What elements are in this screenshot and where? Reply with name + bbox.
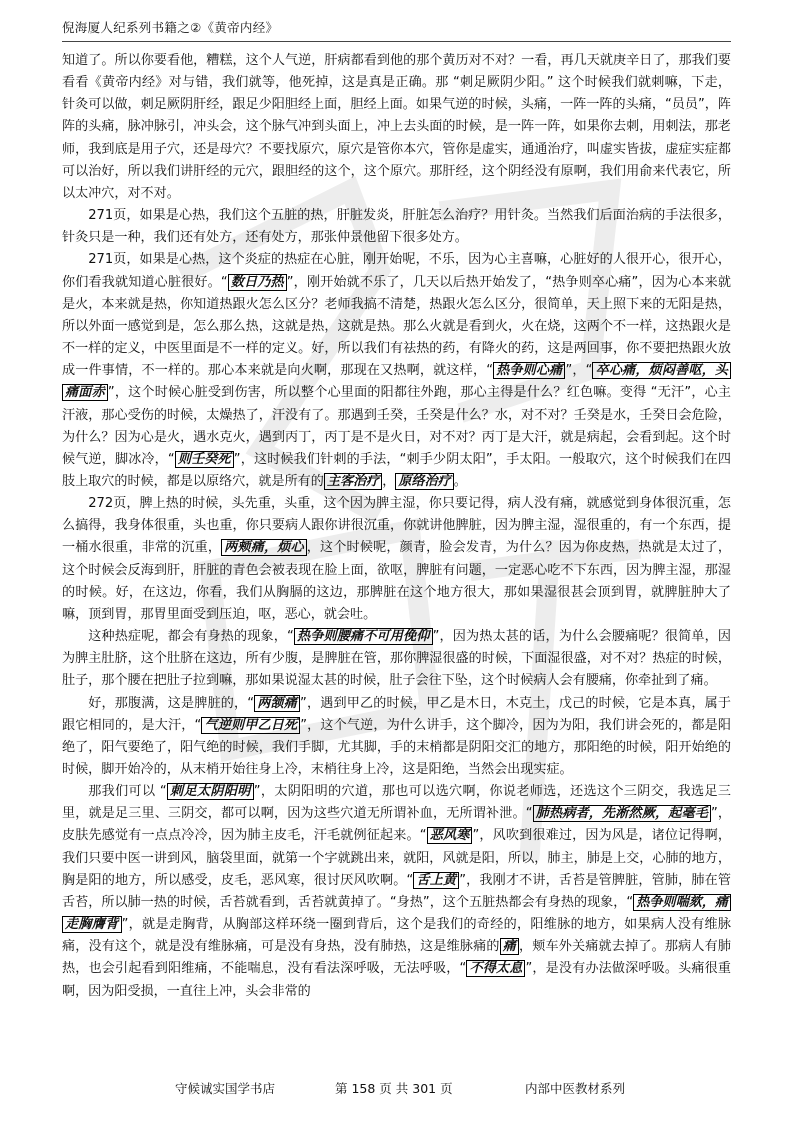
text-run: ”，刚开始就不乐了，几天以后热开始发了，“热争则卒心痛”，因为心本来就是火，本来就是热，你知道热跟火怎么区分？老师我搞不清楚，热跟火怎么区分，很简单，天上照下来的无阳是热，所以外面一感觉到是，怎么那么热，这就是热，这就是热。那么火就是看到火，火在烧，这两个不一样，这热跟火是不一样的定义，中医里面是不一样的定义。好，所以我们有祛热的药，有降火的药，这是两回事，你不要把热跟火放成一件事情，不一样的。那心本来就是向火啊，那现在又热啊，就这样，“ [62, 274, 731, 379]
text-run: 。 [453, 473, 467, 489]
highlighted-phrase: 主客治疗 [324, 473, 382, 490]
highlighted-phrase: 两颊痛，烦心 [221, 539, 307, 556]
highlighted-phrase: 热争则喘欬，痛走胸膺背 [62, 894, 731, 933]
text-run: ”，遇到甲乙的时候，甲乙是木日，木克土，戊己的时候，它是本真，属于跟它相同的，是大汗，“ [62, 695, 731, 733]
highlighted-phrase: 数日乃热 [228, 274, 287, 291]
highlighted-phrase: 痛 [500, 938, 519, 955]
highlighted-phrase: 则壬癸死 [175, 451, 234, 468]
text-run: ”，皮肤先感觉有一点点冷冷，因为肺主皮毛，汗毛就例征起来。“ [62, 806, 731, 844]
highlighted-phrase: 刺足太阴阳明 [167, 783, 254, 800]
running-header [62, 18, 731, 42]
text-run: ”，“ [565, 363, 593, 379]
text-run: ”，这时候我们针刺的手法，“刺手少阴太阳”，手太阳。一般取穴，这个时候我们在四肢上取穴的时候，都是以原络穴，就是所有的 [62, 451, 731, 489]
paragraph [62, 781, 731, 1003]
highlighted-phrase: 不得太息 [466, 960, 525, 977]
text-run: ”，这个气逆，为什么讲手，这个脚冷，因为为阳，我们讲会死的，都是阳绝了，阳气要绝了，阳气绝的时候，我们手脚，尤其脚，手的末梢都是阴阳交汇的地方，那阳绝的时候，阳开始绝的时候，脚开始冷的，从末梢开始往身上冷，末梢往身上冷，这是阳绝，当然会出现实症。 [62, 717, 731, 777]
text-run: 那我们可以 “ [88, 784, 167, 800]
highlighted-phrase: 两颔痛 [254, 695, 300, 712]
footer-bookstore: 守候诚实国学书店 [175, 1081, 276, 1096]
text-run: ， [382, 473, 396, 489]
highlighted-phrase: 恶风寒 [427, 827, 473, 844]
highlighted-phrase: 原络治疗 [395, 473, 453, 490]
highlighted-phrase: 舌上黄 [413, 872, 459, 889]
footer-page-number: 第 158 页 共 301 页 [335, 1081, 453, 1096]
highlighted-phrase: 热争则心痛 [493, 362, 565, 379]
text-run: ”，是没有办法做深呼吸。头痛很重啊，因为阳受损，一直往上冲，头会非常的 [62, 961, 731, 999]
text-run: ”，太阴阳明的穴道，那也可以选穴啊，你说老师选，还选这个三阴交，我选足三里，就是足三里、三阴交，都可以啊，因为这些穴道无所谓补血，无所谓补泄。“ [62, 784, 731, 822]
page-body [62, 50, 731, 1003]
highlighted-phrase: 气逆则甲乙日死 [201, 717, 300, 734]
text-run: 好，那腹满，这是脾脏的，“ [88, 695, 255, 711]
paragraph [62, 205, 731, 249]
paragraph [62, 493, 731, 626]
highlighted-phrase: 卒心痛，烦闷善呕，头痛面赤 [62, 362, 731, 401]
text-run: 272页，脾上热的时候，头先重，头重，这个因为脾主湿，你只要记得，病人没有痛，就感觉到身体很沉重，怎么搞得，我身体很重，头也重，你只要病人跟你讲很沉重，你就讲他脾脏，因为脾主湿，湿很重的，有一个东西，提一桶水很重，非常的沉重， [62, 496, 731, 556]
text-run: ”，风吹到很难过，因为风是，诸位记得啊，我们只要中医一讲到风，脑袋里面，就第一个字就跳出来，就阳，风就是阳，所以，肺主，肺是上交，心肺的地方，胸是阳的地方，所以感受，皮毛，恶风寒，很讨厌风吹啊。“ [62, 828, 731, 888]
footer-series: 内部中医教材系列 [525, 1081, 626, 1096]
highlighted-phrase: 热争则腰痛不可用俛仰 [294, 628, 433, 645]
text-run: ”，就是走胸背，从胸部这样环绕一圈到背后，这个是我们的奇经的，阳维脉的地方，如果病人没有维脉痛，没有这个，就是没有维脉痛，可是没有身热，没有肺热，这是维脉痛的 [62, 917, 731, 955]
text-run: ”，因为热太甚的话，为什么会腰痛呢？很简单，因为脾主肚脐，这个肚脐在这边，所有少腹，是脾脏在管，那你脾湿很盛的时候，下面湿很盛，对不对？热症的时候，肚子，那个腰在把肚子拉到嘛，那如果说湿太甚的时候，肚子会往下坠，这个时候病人会有腰痛，你牵扯到了痛。 [62, 629, 731, 689]
highlighted-phrase: 肺热病者，先淅然厥，起毫毛 [533, 805, 711, 822]
book-title: 倪海厦人纪系列书籍之②《黄帝内经》 [62, 20, 279, 35]
text-run: ”，这个时候心脏受到伤害，所以整个心里面的阳都往外跑，那心主得是什么？红色嘛。变得 “无汗”，心主汗液，那心受伤的时候，太燥热了，汗没有了。那遇到壬癸，壬癸是什么？水，对不对？壬癸是水，壬癸日会危险，为什么？因为心是火，遇水克火，遇到丙丁，丙丁是不是火日，对不对？丙丁是大汗，就是病起，会看到起。这个时候气逆，脚冰冷，“ [62, 385, 732, 467]
text-run: 知道了。所以你要看他，糟糕，这个人气逆，肝病都看到他的那个黄历对不对？一看，再几天就庚辛日了，那我们要看看《黄帝内经》对与错，我们就等，他死掉，这是真是正确。那 “刺足厥阴少阳。” 这个时候我们就刺嘛，下走，针灸可以做，刺足厥阴肝经，跟足少阳胆经上面，胆经上面。如果气逆的时候，头痛，一阵一阵的头痛，“员员”，阵阵的头痛，脉冲脉引，冲头会，这个脉气冲到头面上，冲上去头面的时候，是一阵一阵，如果你去刺，用刺法，那老师，我到底是用子穴，还是母穴？不要找原穴，原穴是管你本穴，管你是虚实，通通治疗，叫虚实皆拔，虚症实症都可以治好，所以我们讲肝经的元穴，跟胆经的这个，这个原穴。那肝经，这个阴经没有原啊，我们用俞来代表它，所以太冲穴，对不对。 [62, 53, 731, 201]
text-run: ，这个时候呢，颜青，脸会发青，为什么？因为你皮热，热就是太过了，这个时候会反海到肝，肝脏的青色会被表现在脸上面，欲呕，脾脏有问题，一定恶心吃不下东西，因为脾主湿，那湿的时候。好，在这边，你看，我们从胸膈的这边，那脾脏在这个地方很大，那如果湿很甚会顶到胃，就脾脏肿大了嘛，顶到胃，那胃里面受到压迫，呕，恶心，就会吐。 [62, 540, 732, 622]
text-run: 271页，如果是心热，这个炎症的热症在心脏，刚开始呢，不乐，因为心主喜嘛，心脏好的人很开心，很开心，你们看我就知道心脏很好。“ [62, 252, 731, 290]
paragraph [62, 626, 731, 692]
text-run: ，颊车外关痛就去掉了。那病人有肺热，也会引起看到阳维痛，不能喘息，没有看法深呼吸，无法呼吸，“ [62, 939, 732, 977]
paragraph [62, 693, 731, 782]
paragraph [62, 50, 731, 205]
text-run: 271页，如果是心热，我们这个五脏的热，肝脏发炎，肝脏怎么治疗？用针灸。当然我们后面治病的手法很多，针灸只是一种，我们还有处方，还有处方，那张仲景他留下很多处方。 [62, 208, 731, 246]
text-run: 这种热症呢，都会有身热的现象，“ [88, 629, 294, 645]
text-run: ”，我刚才不讲，舌苔是管脾脏，管肺，肺在管舌苔，所以肺一热的时候，舌苔就看到，舌苔就黄掉了。“身热”，这个五脏热都会有身热的现象，“ [62, 872, 731, 910]
paragraph [62, 249, 731, 493]
